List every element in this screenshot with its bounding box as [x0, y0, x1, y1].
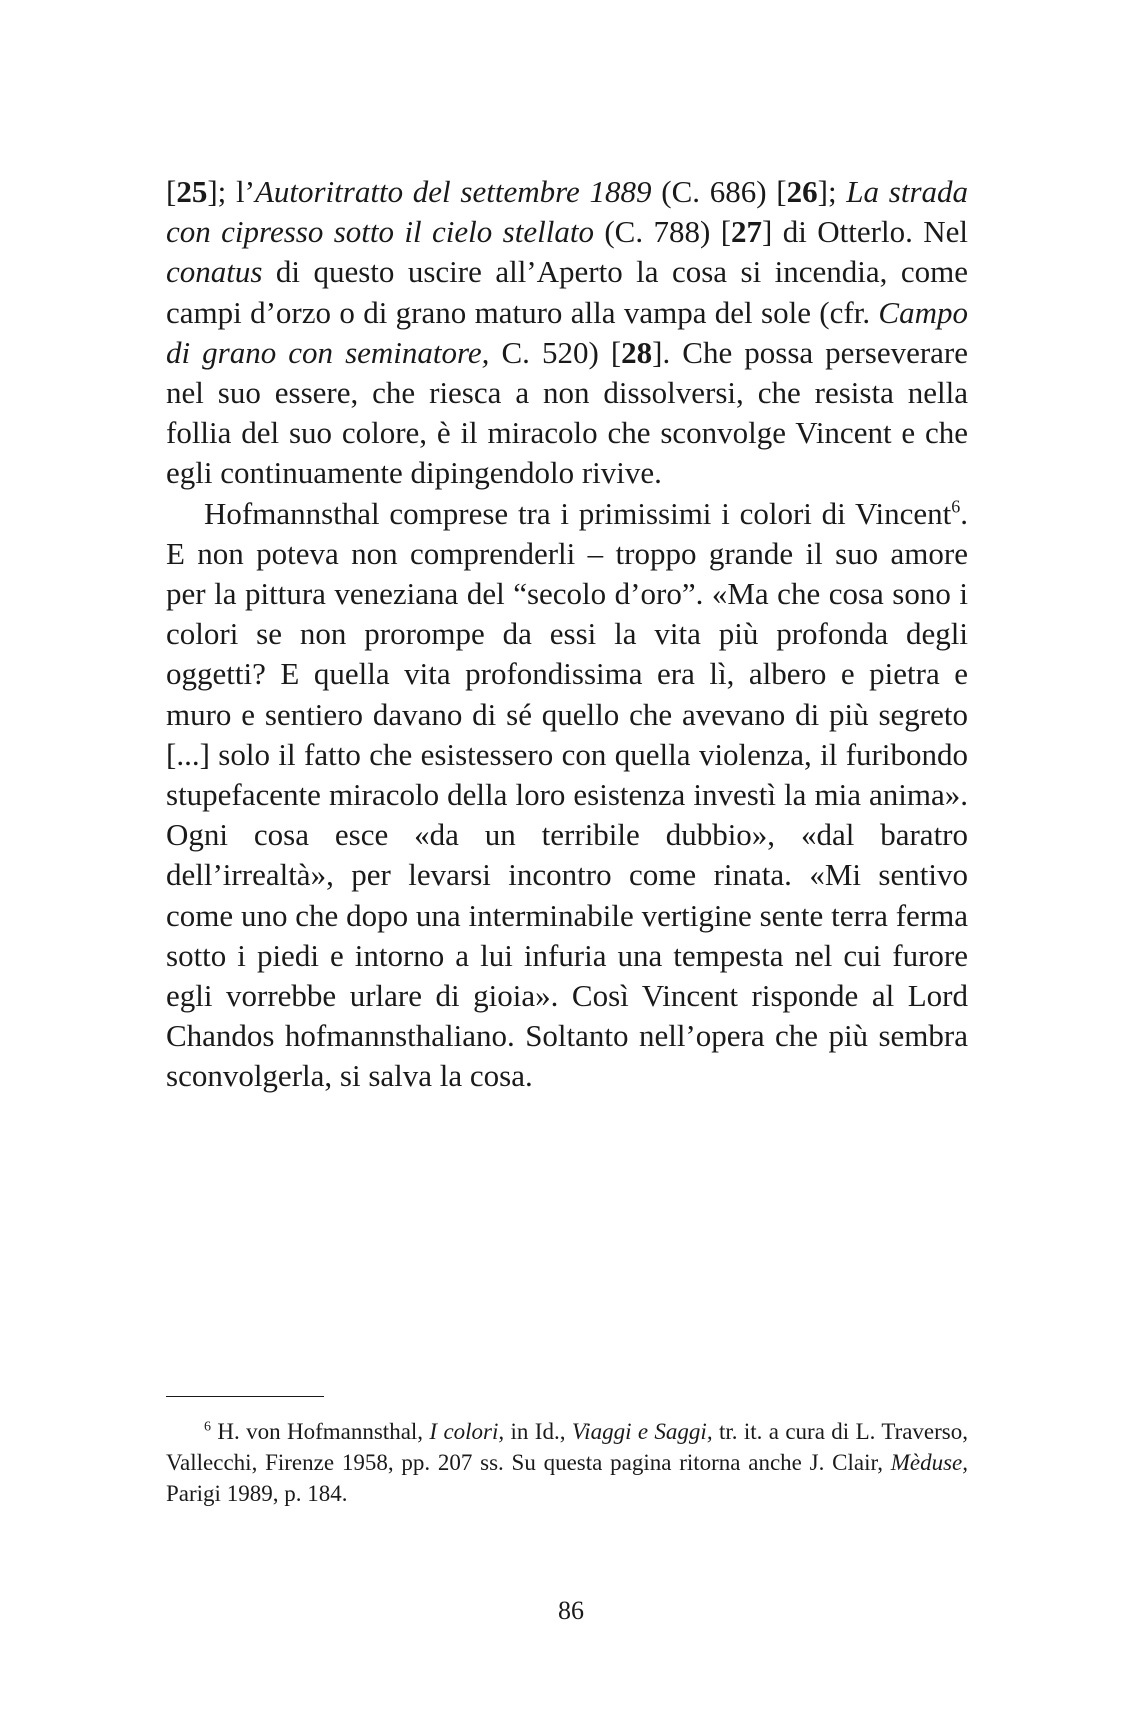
- page-number: 86: [558, 1596, 584, 1625]
- artwork-title: Campo di grano con seminatore,: [166, 294, 968, 370]
- figure-ref-28: 28: [621, 334, 653, 370]
- footnote-reference: 6: [951, 496, 961, 517]
- footnote-marker: 6: [204, 1419, 211, 1435]
- footnote: [166, 1416, 968, 1509]
- artwork-title: La strada con cipresso sotto il cielo stellato: [166, 174, 969, 250]
- footnote-6: $^6$ H. von Hofmannsthal, I colori, in Id., Viaggi e Saggi, tr. it. a cura di L. Traverso, Vallecchi, Firenze 1958, pp. 207 ss. Su questa pagina ritorna anche J. Clair, Mèduse, Parigi 1989, p. 184.: [166, 1419, 968, 1506]
- main-text: [166, 172, 968, 1097]
- paragraph-2: Hofmannsthal comprese tra i primissimi i colori di Vincent$^6$. E non poteva non comprenderli – troppo grande il suo amore per la pittura veneziana del “secolo d’oro”. «Ma che cosa sono i colori se non prorompe da essi la vita più profonda degli oggetti? E quella vita profondissima era lì, albero e pietra e muro e sentiero davano di sé quello che avevano di più segreto [...] solo il fatto che esistessero con quella violenza, il furibondo stupefacente miracolo della loro esistenza investì la mia anima». Ogni cosa esce «da un terribile dubbio», «dal baratro dell’irrealtà», per levarsi incontro come rinata. «Mi sentivo come uno che dopo una interminabile vertigine sente terra ferma sotto i piedi e intorno a lui infuria una tempesta nel cui furore egli vorrebbe urlare di gioia». Così Vincent risponde al Lord Chandos hofmannsthaliano. Soltanto nell’opera che più sembra sconvolgerla, si salva la cosa.: [166, 495, 968, 1094]
- artwork-title: Autoritratto del settembre 1889: [254, 174, 652, 209]
- figure-ref-27: 27: [731, 214, 763, 250]
- paragraph-1: [25]; l’Autoritratto del settembre 1889 (C. 686) [26]; La strada con cipresso sotto il cielo stellato (C. 788) [27] di Otterlo. Nel conatus di questo uscire all’Aperto la cosa si incendia, come campi d’orzo o di grano maturo alla vampa del sole (cfr. Campo di grano con seminatore, C. 520) [28]. Che possa perseverare nel suo essere, che riesca a non dissolversi, che resista nella follia del suo colore, è il miracolo che sconvolge Vincent e che egli continuamente dipingendolo rivive.: [166, 174, 969, 491]
- latin-term: conatus: [166, 254, 263, 290]
- figure-ref-26: 26: [786, 174, 818, 209]
- footnote-divider: [166, 1396, 324, 1397]
- figure-ref-25: 25: [176, 174, 208, 209]
